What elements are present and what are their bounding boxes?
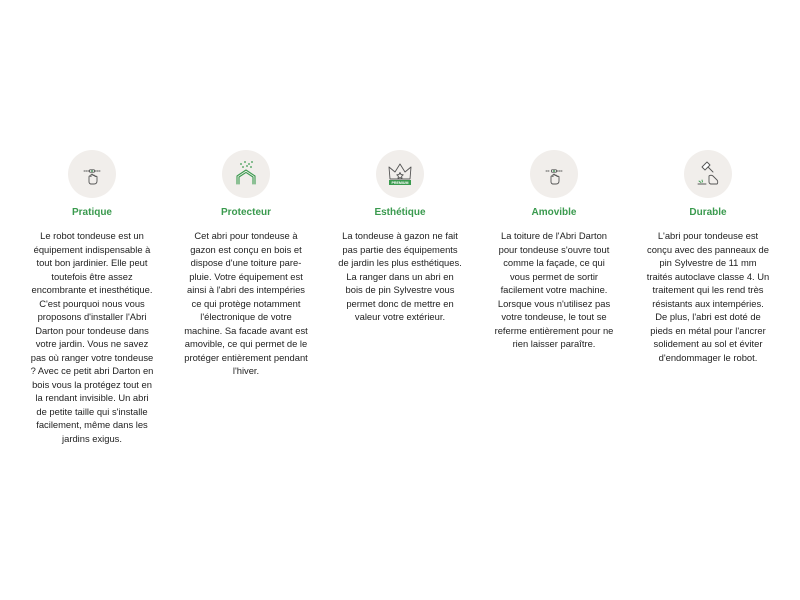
feature-amovible [492, 150, 616, 445]
features-row [0, 150, 800, 445]
feature-title: Protecteur [220, 207, 271, 218]
feature-pratique [30, 150, 154, 445]
feature-durable [646, 150, 770, 445]
remote-hand-icon [530, 150, 578, 198]
feature-title: Amovible [531, 207, 577, 218]
feature-description: L'abri pour tondeuse est conçu avec des panneaux de pin Sylvestre de 11 mm traités autoclave classe 4. Un traitement qui les rend très résistants aux intempéries. De plus, l'abri est doté de pieds en métal pour l'ancrer solidement au sol et éviter d'endommager le robot. [646, 230, 770, 363]
feature-esthetique [338, 150, 462, 445]
feature-title: Durable [689, 207, 727, 218]
feature-title: Pratique [71, 207, 112, 218]
feature-description: La toiture de l'Abri Darton pour tondeuse s'ouvre tout comme la façade, ce qui vous permet de sortir facilement votre machine. Lorsque vous n'utilisez pas votre tondeuse, le tout se referme entièrement pour ne rien laisser paraître. [494, 230, 614, 349]
feature-description: Le robot tondeuse est un équipement indispensable à tout bon jardinier. Elle peut toutefois être assez encombrante et inesthétique. C'est pourquoi nous vous proposons d'installer l'Abri Darton pour tondeuse dans votre jardin. Vous ne savez pas où ranger votre tondeuse ? Avec ce petit abri Darton en bois vous la protégez tout en la rendant invisible. Un abri de petite taille qui s'installe facilement, même dans les jardins exigus. [30, 230, 154, 444]
feature-protecteur [184, 150, 308, 445]
feature-title: Esthétique [374, 207, 426, 218]
rain-shelter-icon [222, 150, 270, 198]
feature-description: La tondeuse à gazon ne fait pas partie des équipements de jardin les plus esthétiques. La ranger dans un abri en bois de pin Sylvestre vous permet donc de mettre en valeur votre extérieur. [338, 230, 462, 322]
premium-badge: PREMIUM [391, 180, 409, 185]
feature-description: Cet abri pour tondeuse à gazon est conçu en bois et dispose d'une toiture pare-pluie. Votre équipement est ainsi à l'abri des intempéries ce qui protège notamment l'électronique de votre machine. Sa facade avant est amovible, ce qui permet de le protéger entièrement pendant l'hiver. [184, 230, 308, 376]
premium-crown-icon [376, 150, 424, 198]
hammer-hand-icon [684, 150, 732, 198]
remote-hand-icon [68, 150, 116, 198]
